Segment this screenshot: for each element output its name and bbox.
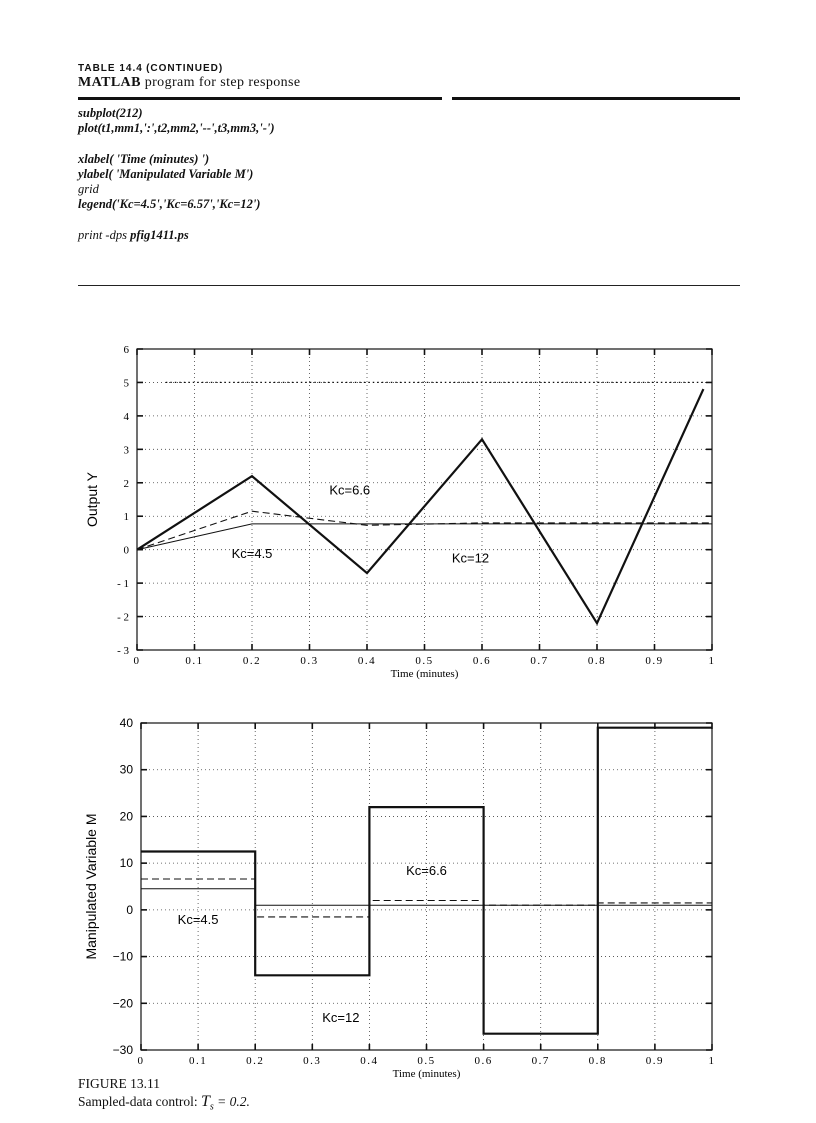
x-tick-label: 0.6 — [474, 1055, 493, 1067]
x-axis-label: Time (minutes) — [390, 668, 459, 680]
plot-frame — [141, 723, 712, 1050]
x-tick-label: 0.9 — [645, 655, 664, 667]
figure-caption-eq: = 0.2. — [217, 1094, 250, 1109]
x-tick-label: 0 — [137, 1055, 145, 1067]
figure-number: FIGURE 13.11 — [78, 1076, 161, 1091]
series-annotation: Kc=12 — [451, 550, 490, 566]
code-line: legend('Kc=4.5','Kc=6.57','Kc=12') — [78, 197, 261, 211]
y-tick-label: - 2 — [117, 611, 129, 624]
y-tick-label: −30 — [112, 1043, 133, 1057]
y-tick-label: 0 — [126, 902, 133, 917]
y-axis-label: Manipulated Variable M — [83, 813, 99, 960]
code-line: grid — [78, 182, 99, 196]
y-tick-label: 4 — [123, 410, 129, 423]
figure-caption-var: T — [200, 1093, 210, 1110]
figure-caption — [78, 1075, 250, 1117]
x-tick-label: 0.4 — [357, 655, 377, 667]
series-line-kc-12 — [137, 389, 703, 623]
y-tick-label: 0 — [123, 544, 129, 557]
y-tick-label: - 3 — [117, 645, 129, 657]
x-tick-label: 1 — [708, 1055, 716, 1067]
y-tick-label: 3 — [123, 444, 129, 457]
y-tick-label: 40 — [119, 716, 133, 730]
x-axis-label: Time (minutes) — [392, 1068, 461, 1080]
table-continued: (CONTINUED) — [146, 63, 224, 74]
y-tick-label: 6 — [123, 344, 129, 356]
y-tick-label: 5 — [123, 377, 129, 390]
x-tick-label: 0.7 — [531, 1055, 550, 1067]
y-tick-label: 1 — [123, 511, 129, 524]
series-annotation: Kc=12 — [322, 1009, 360, 1025]
x-tick-label: 0.8 — [588, 1055, 607, 1067]
x-tick-label: 0.1 — [185, 655, 204, 667]
code-filename: pfig1411.ps — [130, 228, 189, 242]
y-tick-label: 20 — [119, 809, 133, 824]
series-annotation: Kc=4.5 — [177, 911, 219, 927]
x-tick-label: 0.5 — [415, 655, 434, 667]
series-annotation: Kc=6.6 — [406, 862, 447, 878]
y-tick-label: −20 — [112, 996, 133, 1011]
table-caption-bold: MATLAB — [78, 75, 141, 90]
y-tick-label: 30 — [119, 762, 133, 777]
y-tick-label: 2 — [123, 477, 129, 490]
y-tick-label: −10 — [112, 949, 133, 964]
x-tick-label: 0.3 — [303, 1055, 322, 1067]
x-tick-label: 0.3 — [300, 655, 319, 667]
figure-caption-prefix: Sampled-data control: — [78, 1094, 198, 1109]
code-line: ylabel( 'Manipulated Variable M') — [78, 167, 254, 181]
y-tick-label: - 1 — [117, 578, 129, 591]
code-line: xlabel( 'Time (minutes) ') — [78, 152, 210, 166]
x-tick-label: 0.7 — [530, 655, 549, 667]
x-tick-label: 1 — [708, 655, 716, 667]
figure-caption-sub: s — [209, 1101, 214, 1113]
x-tick-label: 0.6 — [472, 655, 492, 667]
series-annotation: Kc=6.6 — [329, 482, 371, 498]
series-annotation: Kc=4.5 — [231, 546, 273, 562]
table-caption-rest: program for step response — [144, 75, 301, 90]
code-line: subplot(212) — [78, 106, 143, 120]
code-line: print -dps — [78, 228, 127, 242]
x-tick-label: 0 — [133, 655, 141, 667]
x-tick-label: 0.9 — [645, 1055, 665, 1067]
table-number: TABLE 14.4 — [78, 63, 143, 74]
x-tick-label: 0.5 — [417, 1055, 436, 1067]
code-line: plot(t1,mm1,':',t2,mm2,'--',t3,mm3,'-') — [78, 121, 275, 135]
x-tick-label: 0.2 — [242, 655, 262, 667]
x-tick-label: 0.2 — [246, 1055, 265, 1067]
y-axis-label: Output Y — [84, 471, 100, 528]
x-tick-label: 0.4 — [360, 1055, 379, 1067]
y-tick-label: 10 — [119, 856, 133, 871]
x-tick-label: 0.1 — [188, 1055, 208, 1067]
x-tick-label: 0.8 — [587, 655, 607, 667]
plot-frame — [137, 349, 712, 650]
